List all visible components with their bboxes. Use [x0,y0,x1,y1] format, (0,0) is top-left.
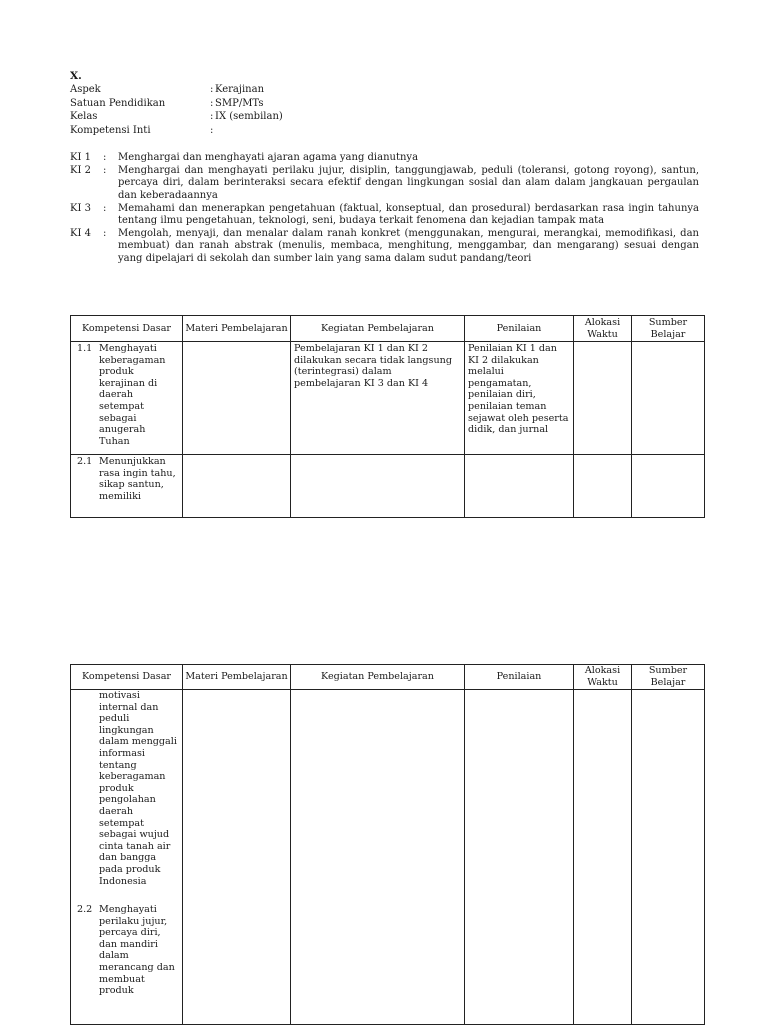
ki-colon: : [103,227,107,239]
kd-text: Menunjukkan rasa ingin tahu, sikap santun, memiliki [99,456,176,502]
materi-cell [183,455,291,518]
kd-entry [71,455,182,502]
ki-code: KI 1 [70,152,91,163]
penilaian-cell [465,690,574,1025]
meta-colon: : [210,84,214,95]
table-row [71,342,705,455]
header-materi: Materi Pembelajaran [183,316,291,342]
meta-row-aspek [70,84,283,98]
sumber-cell [632,455,705,518]
header-sumber: Sumber Belajar [632,316,705,342]
kd-continuation-text: motivasi internal dan peduli lingkungan dalam menggali informasi tentang keberagaman produk pengolahan daerah setempat sebagai wujud cinta tanah air dan bangga pada produk Indonesia [99,690,177,887]
ki-item [70,165,699,202]
meta-value: IX (sembilan) [215,111,283,122]
kd-cell [71,342,183,455]
meta-label: Kelas [70,111,98,122]
ki-text: Menghargai dan menghayati ajaran agama yang dianutnya [118,152,419,163]
kd-text: Menghayati keberagaman produk kerajinan di daerah setempat sebagai anugerah Tuhan [99,343,166,447]
meta-colon: : [210,124,214,136]
penilaian-cell [465,455,574,518]
table-header-row [71,316,705,342]
ki-text: Menghargai dan menghayati perilaku jujur, disiplin, tanggungjawab, peduli (toleransi, gotong royong), santun, percaya diri, dalam berinteraksi secara efektif dengan lingkungan sosial dan alam dalam jangkauan pergaulan dan keberadaannya [118,164,699,201]
header-alokasi: Alokasi Waktu [574,316,632,342]
kegiatan-text: Pembelajaran KI 1 dan KI 2 dilakukan secara tidak langsung (terintegrasi) dalam pembelajaran KI 3 dan KI 4 [294,343,452,389]
section-mark: X. [70,70,82,82]
ki-list [70,152,699,266]
meta-label: Satuan Pendidikan [70,97,166,109]
ki-item [70,152,699,164]
meta-row-kompetensi-inti [70,125,283,139]
ki-colon: : [103,164,107,176]
header-alokasi: Alokasi Waktu [574,665,632,690]
meta-colon: : [210,97,214,109]
table-row [71,690,705,1025]
ki-code: KI 2 [70,164,91,176]
header-kegiatan: Kegiatan Pembelajaran [291,665,465,690]
materi-cell [183,342,291,455]
competency-table-page2 [70,664,705,1025]
ki-text: Mengolah, menyaji, dan menalar dalam ranah konkret (menggunakan, mengurai, merangkai, memodifikasi, dan membuat) dan ranah abstrak (menulis, membaca, menghitung, menggambar, dan mengarang) sesuai dengan yang dipelajari di sekolah dan sumber lain yang sama dalam sudut pandang/teori [118,227,699,264]
kd-entry [71,342,182,447]
kd-number: 2.2 [77,904,93,916]
penilaian-text: Penilaian KI 1 dan KI 2 dilakukan melalui pengamatan, penilaian diri, penilaian teman sejawat oleh peserta didik, dan jurnal [468,343,569,436]
header-kompetensi-dasar: Kompetensi Dasar [71,316,183,342]
ki-item [70,203,699,228]
materi-cell [183,690,291,1025]
kegiatan-cell [291,690,465,1025]
ki-colon: : [103,152,107,163]
ki-code: KI 4 [70,227,91,239]
ki-code: KI 3 [70,202,91,214]
table-header-row [71,665,705,690]
header-penilaian: Penilaian [465,316,574,342]
header-kompetensi-dasar: Kompetensi Dasar [71,665,183,690]
kd-cell [71,690,183,1025]
header-penilaian: Penilaian [465,665,574,690]
kegiatan-cell [291,342,465,455]
header-kegiatan: Kegiatan Pembelajaran [291,316,465,342]
meta-value: SMP/MTs [215,97,264,109]
header-materi: Materi Pembelajaran [183,665,291,690]
alokasi-cell [574,455,632,518]
meta-colon: : [210,111,214,122]
kd-number: 1.1 [77,343,93,354]
header-sumber: Sumber Belajar [632,665,705,690]
meta-block [70,84,283,138]
kd-spacer [71,887,182,903]
ki-colon: : [103,202,107,214]
meta-row-kelas [70,111,283,125]
meta-label: Kompetensi Inti [70,124,151,136]
penilaian-cell [465,342,574,455]
meta-row-satuan [70,98,283,112]
kegiatan-cell [291,455,465,518]
competency-table-page1 [70,315,705,518]
meta-value: Kerajinan [215,84,265,95]
table-row [71,455,705,518]
kd-entry [71,903,182,997]
ki-text: Memahami dan menerapkan pengetahuan (faktual, konseptual, dan prosedural) berdasarkan rasa ingin tahunya tentang ilmu pengetahuan, teknologi, seni, budaya terkait fenomena dan kejadian tampak mata [118,202,699,227]
alokasi-cell [574,342,632,455]
sumber-cell [632,690,705,1025]
sumber-cell [632,342,705,455]
kd-number: 2.1 [77,456,93,467]
alokasi-cell [574,690,632,1025]
meta-label: Aspek [70,84,101,95]
kd-text: Menghayati perilaku jujur, percaya diri, dan mandiri dalam merancang dan membuat produk [99,904,175,997]
ki-item [70,228,699,265]
kd-cell [71,455,183,518]
